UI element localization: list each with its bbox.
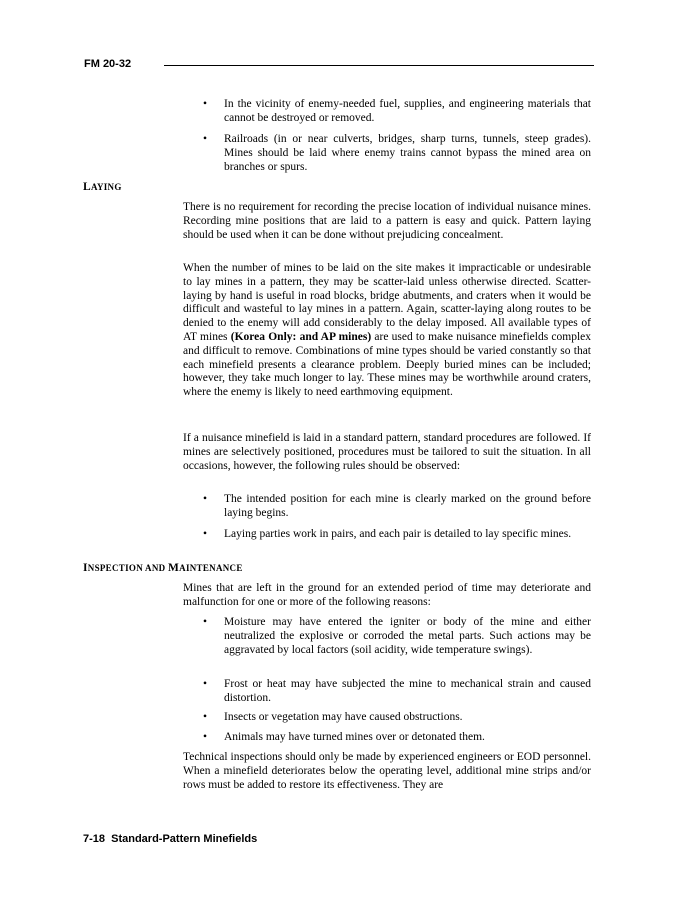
list-item: • Railroads (in or near culverts, bridges, sharp turns, tunnels, steep grades). Mines should be laid where enemy trains cannot bypass the mined area on branches or spurs.	[203, 133, 591, 173]
section-heading-inspection: INSPECTION AND MAINTENANCE	[83, 562, 243, 574]
inspection-bullet-3	[203, 711, 591, 725]
list-item: • Frost or heat may have subjected the mine to mechanical strain and caused distortion.	[203, 678, 591, 704]
bullet-icon: •	[203, 528, 208, 540]
bullet-icon: •	[203, 98, 208, 110]
laying-bullet-2	[203, 528, 591, 542]
korea-note: (Korea Only: and AP mines)	[230, 330, 372, 343]
page-footer: 7-18 Standard-Pattern Minefields	[83, 833, 258, 845]
inspection-bullet-2	[203, 678, 591, 706]
laying-paragraph-1: There is no requirement for recording the precise location of individual nuisance mines. Recording mine positions that are laid to a pattern is easy and quick. Pattern laying should be used when it can be done without prejudicing concealment.	[183, 201, 591, 241]
list-item: • The intended position for each mine is clearly marked on the ground before laying begins.	[203, 493, 591, 519]
laying-paragraph-2: When the number of mines to be laid on the site makes it impracticable or undesirable to lay mines in a pattern, they may be scatter-laid unless otherwise directed. Scatter-laying by hand is useful in road blocks, bridge abutments, and craters when it would be difficult and wasteful to lay mines in a pattern. Again, scatter-laying along routes to be denied to the enemy will add considerably to the delay imposed. All available types of AT mines (Korea Only: and AP mines) are used to make nuisance minefields complex and difficult to remove. Combinations of mine types should be varied constantly so that each minefield presents a clearance problem. Deeply buried mines can be included; however, they take much longer to lay. These mines may be worthwhile around craters, where the enemy is likely to need earthmoving equipment.	[183, 262, 591, 399]
list-item: • In the vicinity of enemy-needed fuel, supplies, and engineering materials that cannot be destroyed or removed.	[203, 98, 591, 124]
inspection-paragraph-1: Mines that are left in the ground for an extended period of time may deteriorate and malfunction for one or more of the following reasons:	[183, 582, 591, 608]
bullet-icon: •	[203, 133, 208, 145]
list-item: • Insects or vegetation may have caused obstructions.	[203, 711, 463, 723]
laying-paragraph-3: If a nuisance minefield is laid in a standard pattern, standard procedures are followed. If mines are selectively positioned, procedures must be tailored to suit the situation. In all occasions, however, the following rules should be observed:	[183, 432, 591, 472]
laying-bullet-1	[203, 493, 591, 521]
bullet-icon: •	[203, 711, 208, 723]
intro-bullet-list-2	[203, 133, 591, 174]
list-item: • Animals may have turned mines over or detonated them.	[203, 731, 485, 743]
section-heading-laying: LAYING	[83, 181, 122, 193]
page-header	[84, 58, 594, 74]
inspection-paragraph-2: Technical inspections should only be made by experienced engineers or EOD personnel. When a minefield deteriorates below the operating level, additional mine strips and/or rows must be added to restore its effectiveness. They are	[183, 751, 591, 791]
list-item: • Moisture may have entered the igniter or body of the mine and either neutralized the explosive or corroded the metal parts. Such actions may be aggravated by local factors (soil acidity, wide temperature swings).	[203, 616, 591, 656]
inspection-bullet-4	[203, 731, 591, 745]
header-rule	[164, 65, 594, 66]
bullet-icon: •	[203, 678, 208, 690]
intro-bullet-list	[203, 98, 591, 126]
bullet-icon: •	[203, 731, 208, 743]
bullet-icon: •	[203, 493, 208, 505]
bullet-icon: •	[203, 616, 208, 628]
inspection-bullet-1	[203, 616, 591, 657]
list-item: • Laying parties work in pairs, and each pair is detailed to lay specific mines.	[203, 528, 572, 540]
manual-code: FM 20-32	[84, 58, 132, 70]
